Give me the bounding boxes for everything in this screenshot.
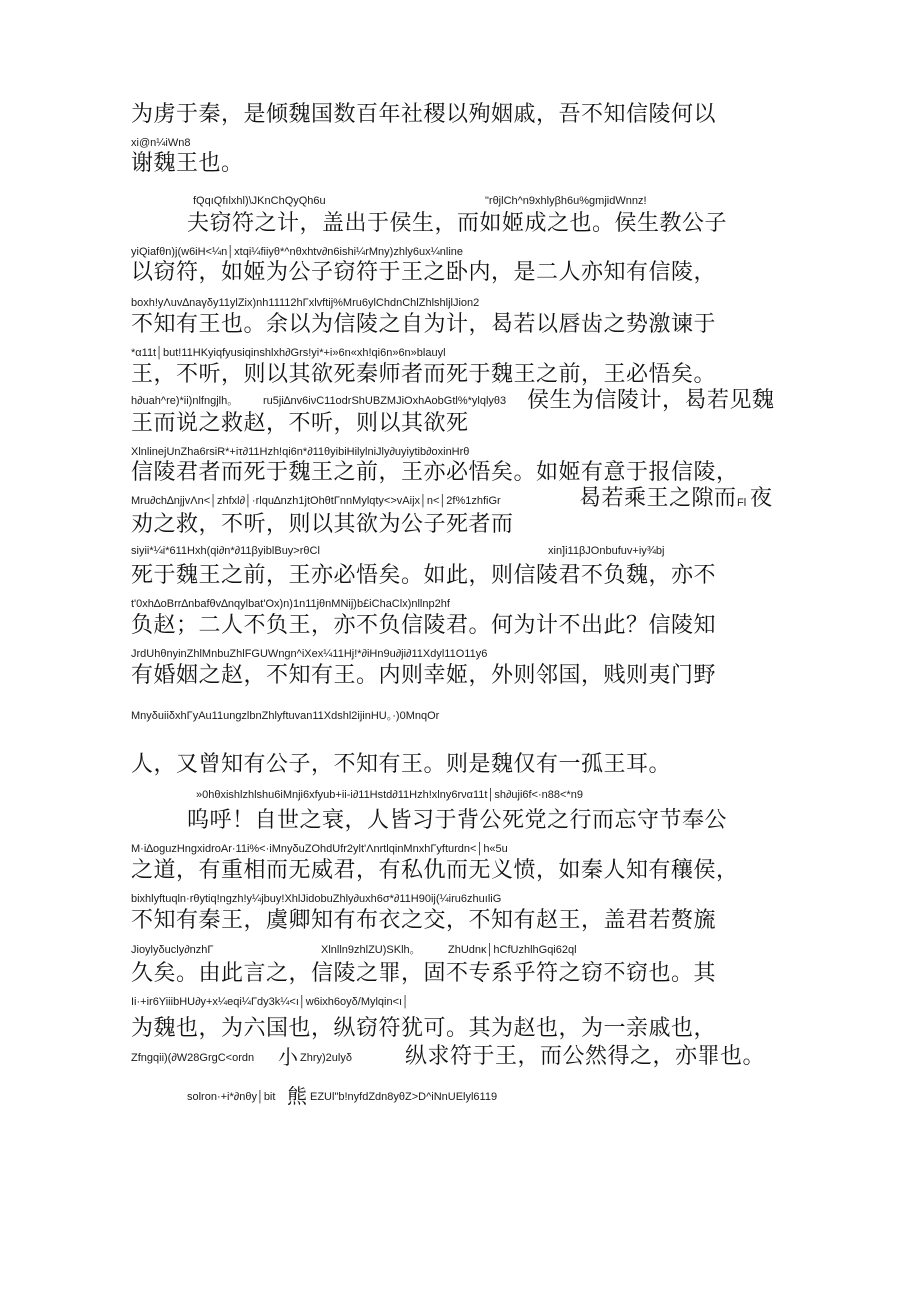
glyph-line: M·i∆oguzHngxidroAr·11i%<·iMnyδuZOhdUfr2ylt'ΛnrtlqinMnxhΓyfturdn<│h«5u <box>131 843 508 855</box>
text-line: 久矣。由此言之，信陵之罪，固不专系乎符之窃不窃也。其 <box>131 961 717 986</box>
text-line: 为虏于秦，是倾魏国数百年社稷以殉姻戚，吾不知信陵何以 <box>131 102 717 127</box>
glyph-line: Zfngqii)(∂W28GrgC<ordn <box>131 1052 255 1064</box>
text-line: 王而说之救赵，不听，则以其欲死 <box>131 411 469 436</box>
text-line: 纵求符于王，而公然得之，亦罪也。 <box>405 1044 766 1069</box>
glyph-line: Xlnlln9zhlZU)SKlh。 <box>321 944 421 956</box>
glyph-line: h∂uah^re)*ii)nlfngjlh。 <box>131 395 239 407</box>
text-line: 死于魏王之前，王亦必悟矣。如此，则信陵君不负魏，亦不 <box>131 563 717 588</box>
glyph-line: EZUl"b!nyfdZdn8yθZ>D^iNnUElyl6119 <box>310 1091 498 1103</box>
glyph-line: Mru∂ch∆njjvΛn<│zhfxl∂│·rlqu∆nzh1jtOhθtΓnnMylqty<>vAijx│n<│2f%1zhfiGr <box>131 495 501 507</box>
glyph-line: ZhUdnκ│hCfUzhlhGqi62ql <box>448 944 577 956</box>
glyph-line: MnyδuiiδxhΓyAu11ungzlbnZhlyftuvan11Xdshl2ijinHU。·)0MnqOr <box>131 710 440 722</box>
glyph-line: siyii*¼i*611Hxh(qi∂n*∂11βyiblBuy>rθCl <box>131 545 320 557</box>
glyph-line: xin]i11βJOnbufuv+iy¾bj <box>548 545 665 557</box>
glyph-line: t'0xh∆oBrr∆nbafθv∆nqylbat'Ox)n)1n11jθnMNij)b£iChaClx)nllnp2hf <box>131 598 450 610</box>
text-line: 不知有秦王，虞卿知有布衣之交，不知有赵王，盖君若赘旒 <box>131 908 717 933</box>
text-line: 为魏也，为六国也，纵窃符犹可。其为赵也，为一亲戚也， <box>131 1016 717 1041</box>
glyph-line: fQqıQfılxhl)\JKnChQyQh6u <box>193 195 326 207</box>
text-line: 呜呼！自世之衰，人皆习于背公死党之行而忘守节奉公 <box>187 808 728 833</box>
glyph-char: 熊 <box>287 1084 308 1108</box>
text-line: 王，不听，则以其欲死秦师者而死于魏王之前，王必悟矣。 <box>131 362 717 387</box>
glyph-line: solron·+i*∂nθy│bit <box>187 1091 276 1103</box>
glyph-line: Ii·+ir6YiiibHU∂y+x¼eqi¼Γdy3k¼<ı│w6ixh6oyδ/Mylqin<ı│ <box>131 996 409 1008</box>
text-line: 曷若乘王之隙而 <box>579 486 737 511</box>
text-line: 夜 <box>750 486 773 511</box>
glyph-line: XlnlinejUnZha6rsiR*+iτ∂11Hzh!qi6n*∂11θyibiHilylniJly∂uyiytib∂oxinHrθ <box>131 446 470 458</box>
glyph-line: ru5ji∆nv6iνC11odrShUBZMJiOxhAobGtl%*ylqlyθ3 <box>263 395 507 407</box>
glyph-line: boxh!yΛuv∆naγδy11ylZix)nh11112hΓxlvftij%Mru6ylChdnChlZhlshljlJion2 <box>131 297 480 309</box>
text-line: 负赵；二人不负王，亦不负信陵君。何为计不出此？信陵知 <box>131 613 717 638</box>
text-line: 之道，有重相而无威君，有私仇而无义愤，如秦人知有穰侯， <box>131 858 739 883</box>
text-line: 夫窃符之计，盖出于侯生，而如姬成之也。侯生教公子 <box>187 211 728 236</box>
text-line: 信陵君者而死于魏王之前，王亦必悟矣。如姬有意于报信陵， <box>131 460 739 485</box>
glyph-line: Zhry)2ulyδ <box>300 1052 352 1064</box>
glyph-line: Jioylyδucly∂nzhΓ <box>131 944 214 956</box>
glyph-line: "rθjlCh^n9xhlyβh6u%gmjidWnnz! <box>485 195 647 207</box>
text-line: 有婚姻之赵，不知有王。内则幸姬，外则邻国，贱则夷门野 <box>131 663 717 688</box>
glyph-line: xi@n¼iWn8 <box>131 137 191 149</box>
text-line: 不知有王也。余以为信陵之自为计，曷若以唇齿之势激谏于 <box>131 312 717 337</box>
glyph-line: »0hθxishlzhlshu6iMnji6xfyub+ii-i∂11Hstd∂11Hzh!xlny6rνα11t│sh∂uji6f<·n88<*n9 <box>196 789 583 801</box>
text-line: 谢魏王也。 <box>131 151 244 176</box>
glyph-line: Fl <box>737 497 747 509</box>
text-line: 劝之救，不听，则以其欲为公子死者而 <box>131 512 514 537</box>
text-line: 侯生为信陵计，曷若见魏 <box>527 388 775 413</box>
glyph-line: JrdUhθnyinZhlMnbuZhlFGUWngn^iXex¼11Hj!*∂iHn9u∂ji∂11Xdyl11O11y6 <box>131 648 488 660</box>
glyph-line: *α11t│but!11HKyiqfyusiqinshlxh∂Grs!yi*+i»6n«xh!qi6n»6n»blauyl <box>131 347 446 359</box>
glyph-line: yiQiafθn)j(w6iH<¼n│xtqi¼fiiyθ*^nθxhtv∂n6ishi¼rMny)zhly6ux¼nline <box>131 246 464 258</box>
glyph-char: 小 <box>278 1045 299 1069</box>
text-line: 人，又曾知有公子，不知有王。则是魏仅有一孤王耳。 <box>131 752 672 777</box>
glyph-line: bixhlyftuqln·rθytiq!ngzh!y¼jbuy!XhlJidobuZhly∂uxh6σ*∂11H90ij(¼iru6zhuıliG <box>131 893 502 905</box>
text-line: 以窃符，如姬为公子窃符于王之卧内，是二人亦知有信陵， <box>131 260 717 285</box>
